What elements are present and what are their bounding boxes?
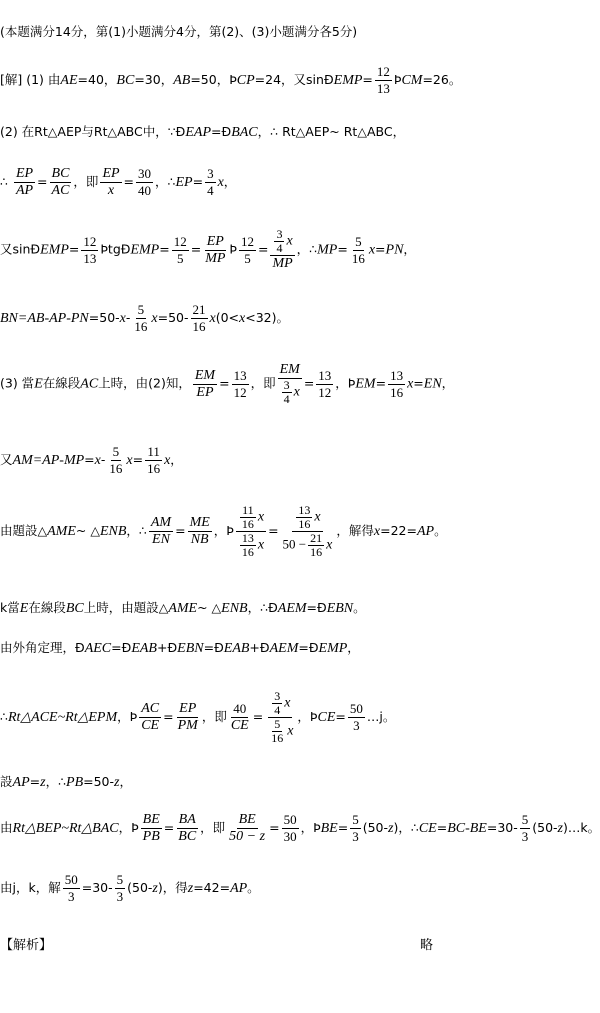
fraction: $\frac{50}{30}$ (283, 812, 297, 844)
fraction: $\frac{3}{4}$ (207, 166, 214, 198)
solution-line-final: 由j，k，解 $\frac{50}{3}$ =30- $\frac{5}{3}$ (50-z)，得z=42=AP。 (0, 872, 260, 904)
solution-line-be: 由Rt△BEP~Rt△BAC，Þ $\frac{BE}{PB}$ = $\frac{BA}{BC}$ ，即 $\frac{BE}{50 - z}$ = $\frac{50}{30}$ ，ÞBE= $\frac{5}{3}$ (50-z)，∴CE=BC-BE=30- $\frac{5}{3}$ (50-z)…k。 (0, 812, 600, 844)
compound-fraction: $\frac{3}{4}$ x $\frac{5}{16}$ x (265, 690, 295, 745)
solution-line-similar-ratio: ∴ $\frac{EP}{AP}$ = $\frac{BC}{AC}$ ，即 $\frac{EP}{x}$ = $\frac{30}{40}$ ，∴EP= $\frac{3}{4}$ x， (0, 166, 237, 198)
fraction: $\frac{40}{CE}$ (230, 701, 249, 733)
fraction: $\frac{21}{16}$ (310, 531, 323, 559)
problem-header: (本题满分14分，第(1)小题满分4分，第(2)、(3)小题满分各5分) (0, 24, 358, 39)
fraction: $\frac{21}{16}$ (192, 302, 206, 334)
fraction: $\frac{11}{16}$ (147, 444, 161, 476)
fraction: $\frac{5}{16}$ (351, 233, 365, 266)
fraction: $\frac{AM}{EN}$ (150, 515, 172, 547)
fraction: $\frac{12}{13}$ (376, 64, 390, 96)
fraction: $\frac{BA}{BC}$ (178, 812, 197, 844)
fraction: $\frac{5}{3}$ (116, 872, 124, 904)
fraction: $\frac{5}{16}$ (109, 444, 123, 476)
fraction: $\frac{12}{5}$ (240, 233, 254, 266)
fraction: $\frac{13}{12}$ (318, 367, 332, 400)
fraction: $\frac{5}{3}$ (352, 812, 359, 844)
compound-fraction: $\frac{13}{16}$ x 50 − $\frac{21}{16}$ x (282, 503, 333, 559)
fraction: $\frac{3}{4}$ (274, 689, 281, 717)
fraction: $\frac{5}{3}$ (521, 812, 529, 844)
fraction: $\frac{12}{5}$ (173, 233, 187, 266)
solution-line-exterior-angle: 由外角定理，ÐAEC=ÐEAB+ÐEBN=ÐEAB+ÐAEM=ÐEMP， (0, 640, 360, 656)
solution-line-solve-x: 由題設△AME~ △ENB，∴ $\frac{AM}{EN}$ = $\frac{ME}{NB}$ ，Þ $\frac{11}{16}$ x $\frac{13}{16}$ x = $\frac{13}{16}$ x 50 − $\frac{21}{16}$ x ，解得x=22=AP。 (0, 503, 447, 559)
solution-line-ce: ∴Rt△ACE~Rt△EPM，Þ $\frac{AC}{CE}$ = $\frac{EP}{PM}$ ，即 $\frac{40}{CE}$ = $\frac{3}{4}$ x $\frac{5}{16}$ x ，ÞCE= $\frac{50}{3}$ …j。 (0, 689, 396, 745)
fraction: $\frac{50}{3}$ (64, 872, 78, 904)
solution-part-3: (3) 當E在線段AC上時，由(2)知， $\frac{EM}{EP}$ = $\frac{13}{12}$ ，即 EM $\frac{3}{4}$ x = $\frac{13}{12}$ ，ÞEM= $\frac{13}{16}$ x=EN， (0, 362, 455, 406)
fraction: $\frac{11}{16}$ (241, 503, 254, 531)
solution-line-bn: BN=AB-AP-PN=50-x- $\frac{5}{16}$ x=50- $\frac{21}{16}$ x(0<x<32)。 (0, 302, 290, 334)
fraction: $\frac{13}{16}$ (298, 503, 311, 531)
fraction: $\frac{13}{16}$ (390, 367, 404, 400)
fraction: $\frac{EP}{x}$ (102, 166, 120, 198)
fraction: $\frac{50}{3}$ (349, 701, 363, 733)
compound-fraction: EM $\frac{3}{4}$ x (279, 362, 300, 406)
fraction: $\frac{EM}{EP}$ (194, 367, 216, 400)
solution-line-tan: 又sinÐEMP= $\frac{12}{13}$ ÞtgÐEMP= $\frac{12}{5}$ = $\frac{EP}{MP}$ Þ $\frac{12}{5}$ = $\frac{3}{4}$ x MP ，∴MP= $\frac{5}{16}$ x=PN， (0, 227, 416, 271)
fraction: $\frac{AC}{CE}$ (141, 701, 160, 733)
fraction: $\frac{EP}{PM}$ (177, 701, 198, 733)
fraction: $\frac{EP}{AP}$ (15, 166, 34, 198)
fraction: $\frac{EP}{MP}$ (205, 233, 226, 266)
fraction: $\frac{13}{12}$ (233, 367, 247, 400)
fraction: $\frac{BC}{AC}$ (51, 166, 70, 198)
solution-line-e-on-bc: k當E在線段BC上時，由題設△AME~ △ENB，∴ÐAEM=ÐEBN。 (0, 600, 366, 616)
fraction: $\frac{3}{4}$ (276, 227, 283, 255)
fraction: $\frac{3}{4}$ (283, 378, 290, 406)
fraction: $\frac{5}{16}$ (271, 717, 284, 745)
fraction: $\frac{13}{16}$ (241, 531, 254, 559)
fraction: $\frac{12}{13}$ (83, 233, 97, 266)
compound-fraction: $\frac{3}{4}$ x MP (272, 227, 293, 271)
fraction: $\frac{BE}{PB}$ (142, 812, 160, 844)
analysis-label: 【解析】 (0, 938, 53, 953)
solution-part-1: [解] (1) 由AE=40，BC=30，AB=50，ÞCP=24，又sinÐEMP= $\frac{12}{13}$ ÞCM=26。 (0, 64, 462, 96)
fraction: $\frac{5}{16}$ (134, 302, 148, 334)
solution-line-am: 又AM=AP-MP=x- $\frac{5}{16}$ x= $\frac{11}{16}$ x， (0, 444, 183, 476)
fraction: $\frac{ME}{NB}$ (189, 515, 210, 547)
compound-fraction: $\frac{11}{16}$ x $\frac{13}{16}$ x (236, 504, 266, 559)
solution-line-let-ap: 設AP=z，∴PB=50-z， (0, 774, 132, 790)
solution-part-2: (2) 在Rt△AEP与Rt△ABC中，∵ÐEAP=ÐBAC，∴ Rt△AEP~ Rt△ABC， (0, 124, 406, 140)
fraction: $\frac{BE}{50 - z}$ (229, 812, 266, 844)
fraction: $\frac{30}{40}$ (138, 166, 152, 198)
analysis-value: 略 (420, 938, 434, 953)
